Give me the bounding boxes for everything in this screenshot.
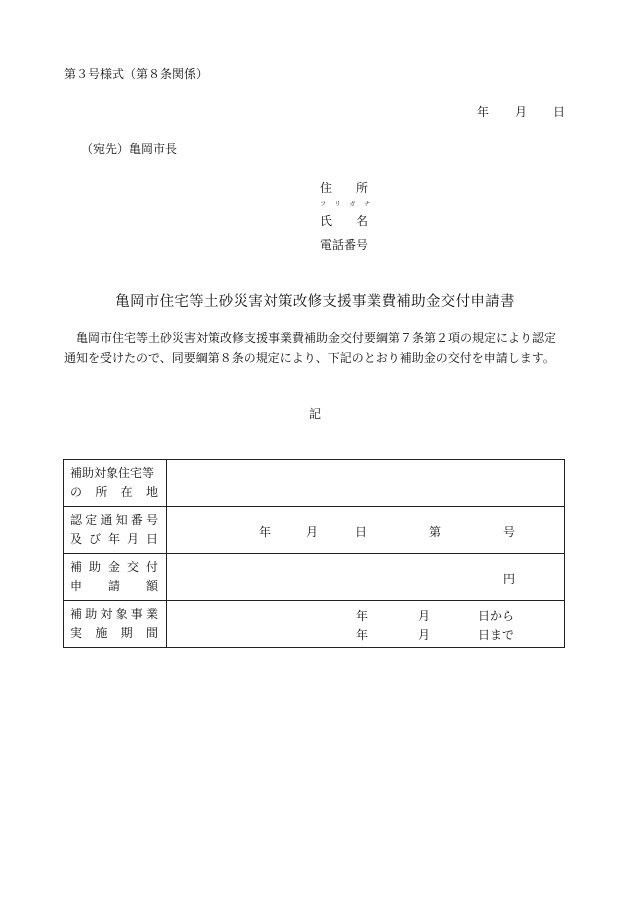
body-line-1: 亀岡市住宅等土砂災害対策改修支援事業費補助金交付要綱第７条第２項の規定により認定 bbox=[76, 331, 557, 345]
notice-day-label: 日 bbox=[355, 525, 368, 539]
notice-dai-label: 第 bbox=[429, 525, 442, 539]
period-from-month-label: 月 bbox=[418, 609, 431, 623]
table-row bbox=[64, 554, 565, 601]
applicant-address-label: 住 所 bbox=[320, 181, 368, 195]
form-number: 第３号様式（第８条関係） bbox=[64, 67, 209, 81]
applicant-phone-label: 電話番号 bbox=[320, 238, 369, 252]
notice-month-label: 月 bbox=[306, 525, 319, 539]
date-day-label: 日 bbox=[553, 105, 566, 119]
period-from-day-label: 日から bbox=[478, 609, 515, 623]
period-from-year-label: 年 bbox=[356, 609, 369, 623]
notice-go-label: 号 bbox=[503, 525, 516, 539]
table-row bbox=[64, 507, 565, 554]
period-to-month-label: 月 bbox=[418, 628, 431, 642]
date-month-label: 月 bbox=[515, 105, 528, 119]
ki-heading: 記 bbox=[308, 407, 321, 421]
body-line-2: 通知を受けたので、同要綱第８条の規定により、下記のとおり補助金の交付を申請します。 bbox=[64, 351, 555, 365]
notice-number-label: 認 定 通 知 番 号 及 び 年 月 日 bbox=[64, 507, 167, 554]
notice-year-label: 年 bbox=[259, 525, 272, 539]
target-address-field[interactable] bbox=[167, 460, 565, 507]
period-to-year-label: 年 bbox=[356, 628, 369, 642]
date-year-label: 年 bbox=[477, 105, 490, 119]
addressee: （宛先）亀岡市長 bbox=[81, 142, 178, 156]
period-to-day-label: 日まで bbox=[478, 628, 515, 642]
yen-unit-label: 円 bbox=[503, 572, 516, 586]
applicant-name-label: 氏 名 bbox=[320, 214, 368, 228]
subsidy-amount-field[interactable] bbox=[167, 554, 565, 601]
target-address-label: 補助対象住宅等 の 所 在 地 bbox=[64, 460, 167, 507]
notice-number-field[interactable] bbox=[167, 507, 565, 554]
project-period-field[interactable] bbox=[167, 601, 565, 648]
table-row bbox=[64, 460, 565, 507]
project-period-label: 補 助 対 象 事 業 実 施 期 間 bbox=[64, 601, 167, 648]
body-text bbox=[64, 328, 574, 368]
document-title: 亀岡市住宅等土砂災害対策改修支援事業費補助金交付申請書 bbox=[115, 294, 515, 310]
table-row bbox=[64, 601, 565, 648]
subsidy-amount-label: 補 助 金 交 付 申 請 額 bbox=[64, 554, 167, 601]
application-table bbox=[63, 459, 565, 648]
applicant-furigana-label: フ リ ガ ナ bbox=[320, 201, 370, 208]
